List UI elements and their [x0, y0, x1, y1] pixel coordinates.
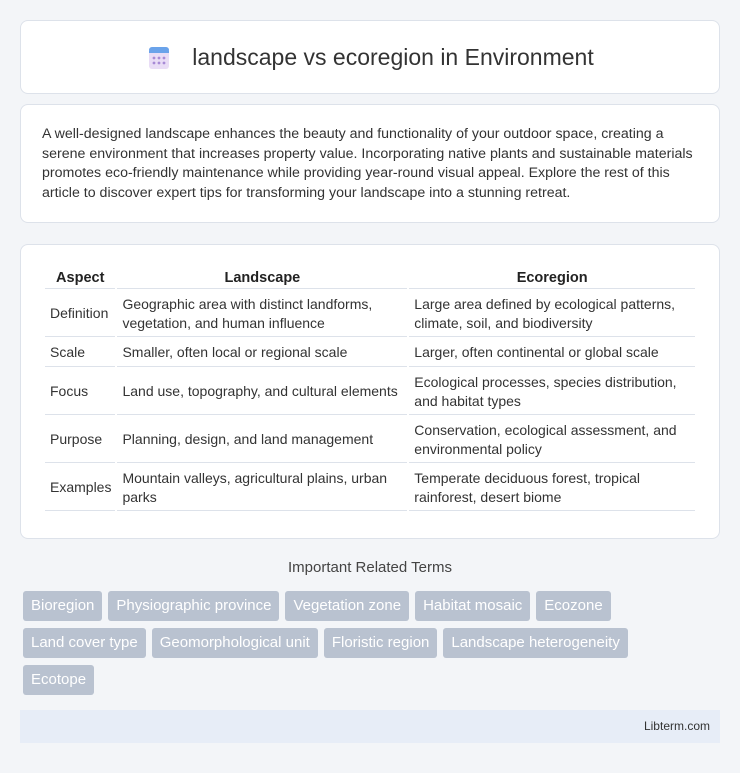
- document-icon: [146, 45, 172, 71]
- aspect-cell: Examples: [45, 465, 115, 511]
- header-landscape: Landscape: [117, 267, 407, 289]
- table-row: [45, 465, 695, 511]
- ecoregion-cell: Larger, often continental or global scale: [409, 339, 695, 367]
- tag-ecozone[interactable]: Ecozone: [536, 591, 610, 621]
- landscape-cell: Smaller, often local or regional scale: [117, 339, 407, 367]
- tag-physiographic-province[interactable]: Physiographic province: [108, 591, 279, 621]
- intro-card: [20, 104, 720, 223]
- table-row: [45, 291, 695, 337]
- tag-ecotope[interactable]: Ecotope: [23, 665, 94, 695]
- header-aspect: Aspect: [45, 267, 115, 289]
- ecoregion-cell: Temperate deciduous forest, tropical rainforest, desert biome: [409, 465, 695, 511]
- related-terms-list: [23, 591, 703, 695]
- aspect-cell: Focus: [45, 369, 115, 415]
- landscape-cell: Geographic area with distinct landforms, vegetation, and human influence: [117, 291, 407, 337]
- landscape-cell: Planning, design, and land management: [117, 417, 407, 463]
- aspect-cell: Purpose: [45, 417, 115, 463]
- header-ecoregion: Ecoregion: [409, 267, 695, 289]
- table-row: [45, 339, 695, 367]
- table-row: [45, 369, 695, 415]
- intro-text: A well-designed landscape enhances the beauty and functionality of your outdoor space, creating a serene environment that increases property value. Incorporating native plants and sustainable materials promotes eco-friendly maintenance while providing year-round visual appeal. Explore the rest of this article to discover expert tips for transforming your landscape into a stunning retreat.: [42, 126, 693, 201]
- tag-geomorphological-unit[interactable]: Geomorphological unit: [152, 628, 318, 658]
- tag-habitat-mosaic[interactable]: Habitat mosaic: [415, 591, 530, 621]
- table-row: [45, 417, 695, 463]
- tag-floristic-region[interactable]: Floristic region: [324, 628, 438, 658]
- tag-landscape-heterogeneity[interactable]: Landscape heterogeneity: [443, 628, 627, 658]
- footer: [20, 710, 720, 743]
- comparison-table: [43, 265, 697, 513]
- page-title: landscape vs ecoregion in Environment: [192, 43, 594, 70]
- aspect-cell: Definition: [45, 291, 115, 337]
- ecoregion-cell: Ecological processes, species distribution, and habitat types: [409, 369, 695, 415]
- tag-vegetation-zone[interactable]: Vegetation zone: [285, 591, 409, 621]
- table-header-row: [45, 267, 695, 289]
- tag-land-cover-type[interactable]: Land cover type: [23, 628, 146, 658]
- landscape-cell: Mountain valleys, agricultural plains, urban parks: [117, 465, 407, 511]
- tag-bioregion[interactable]: Bioregion: [23, 591, 102, 621]
- comparison-card: [20, 244, 720, 539]
- related-terms-title: Important Related Terms: [288, 559, 452, 576]
- footer-brand-link[interactable]: Libterm.com: [643, 719, 710, 733]
- title-card: [20, 20, 720, 94]
- aspect-cell: Scale: [45, 339, 115, 367]
- ecoregion-cell: Large area defined by ecological patterns, climate, soil, and biodiversity: [409, 291, 695, 337]
- ecoregion-cell: Conservation, ecological assessment, and environmental policy: [409, 417, 695, 463]
- landscape-cell: Land use, topography, and cultural elements: [117, 369, 407, 415]
